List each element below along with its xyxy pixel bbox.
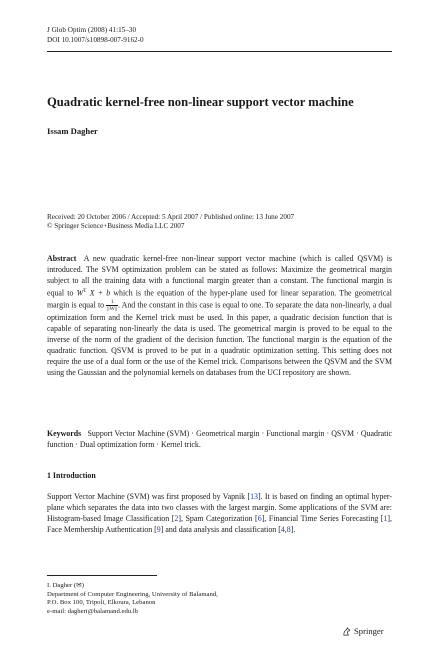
intro-text: ], Financial Time Series Forecasting [: [261, 514, 384, 524]
springer-horse-icon: [342, 627, 351, 636]
intro-text: Support Vector Machine (SVM) was first proposed by Vapnik [: [47, 492, 251, 501]
intro-text: ]. It is based on finding an optimal hyper-plane which separates the data into two classes with the largest margin. Some applications of the SVM are: Histogram-based Image Classification [: [47, 492, 393, 524]
abstract-text-2: which is the equation of the hyper-plane used for linear separation. The geometrical margin is equal to: [47, 288, 392, 310]
intro-text: ].: [290, 525, 296, 535]
math-xb: X + b: [86, 288, 111, 298]
intro-text: ,: [284, 525, 287, 535]
dates-line: Received: 20 October 2006 / Accepted: 5 April 2007 / Published online: 13 June 2007: [47, 213, 295, 221]
paper-title: Quadratic kernel-free non-linear support vector machine: [47, 95, 354, 109]
keywords-label: Keywords: [47, 429, 82, 438]
journal-citation: J Glob Optim (2008) 41:15–30: [47, 26, 137, 34]
header-rule: [47, 51, 392, 52]
intro-paragraph: [47, 491, 392, 535]
section-heading: 1 Introduction: [47, 471, 96, 480]
copyright-line: © Springer Science+Business Media LLC 2007: [47, 222, 185, 231]
keywords: [47, 428, 392, 450]
publication-dates: [47, 213, 392, 232]
intro-text: ], Face Membership Authentication [: [47, 514, 392, 535]
footnote-department: Department of Computer Engineering, University of Balamand,: [47, 590, 218, 598]
intro-text: ] and data analysis and classification [: [160, 525, 281, 535]
ref-link[interactable]: 1: [383, 514, 388, 524]
ref-link[interactable]: 9: [156, 525, 161, 535]
ref-link[interactable]: 6: [257, 514, 262, 524]
ref-link[interactable]: 2: [174, 514, 179, 524]
author-footnote: [47, 582, 392, 616]
abstract: [47, 253, 392, 378]
footnote-author: I. Dagher (✉): [47, 582, 84, 589]
keywords-text: Support Vector Machine (SVM) · Geometrical margin · Functional margin · QSVM · Quadratic function · Dual optimization form · Kernel trick.: [47, 429, 392, 450]
ref-link[interactable]: 8: [286, 525, 291, 535]
fraction-numerator: 1: [106, 299, 118, 306]
footnote-address: P.O. Box 100, Tripoli, Elkoura, Lebanon: [47, 599, 156, 607]
fraction-denominator: ||W||: [107, 305, 117, 312]
journal-header: [47, 26, 387, 45]
abstract-text-1: A new quadratic kernel-free non-linear support vector machine (which is called QSVM) is introduced. The SVM optimization problem can be stated as follows: Maximize the geometrical margin subject to all the training data with a functional margin greater than a constant. The functional margin is equal to: [47, 254, 392, 298]
ref-link[interactable]: 4: [280, 525, 285, 535]
ref-link[interactable]: 13: [250, 492, 258, 501]
abstract-label: Abstract: [47, 254, 77, 263]
publisher-logo: [342, 626, 384, 636]
intro-text: ], Spam Categorization [: [178, 514, 258, 524]
abstract-text-3: . And the constant in this case is equal to one. To separate the data non-linearly, a dual optimization form and the Kernel trick must be used. In this paper, a quadratic decision function that is capable of separating non-linearly the data is used. The geometrical margin is proved to be equal to the inverse of the norm of the gradient of the decision function. The functional margin is the equation of the quadratic function. QSVM is proved to be put in a quadratic optimization setting. This setting does not require the use of a dual form or the use of the Kernel trick. Comparisons between the QSVM and the SVM using the Gaussian and the polynomial kernels on databases from the UCI repository are shown.: [47, 300, 392, 378]
publisher-name: Springer: [354, 626, 384, 636]
margin-fraction: [106, 299, 118, 312]
doi-line: DOI 10.1007/s10898-007-9162-0: [47, 35, 144, 44]
math-sup-t: T: [83, 288, 87, 295]
math-w: W: [76, 288, 84, 298]
author-name: Issam Dagher: [47, 126, 98, 136]
footnote-rule: [47, 575, 157, 576]
footnote-email: e-mail: dagheri@balamand.edu.lb: [47, 607, 139, 615]
